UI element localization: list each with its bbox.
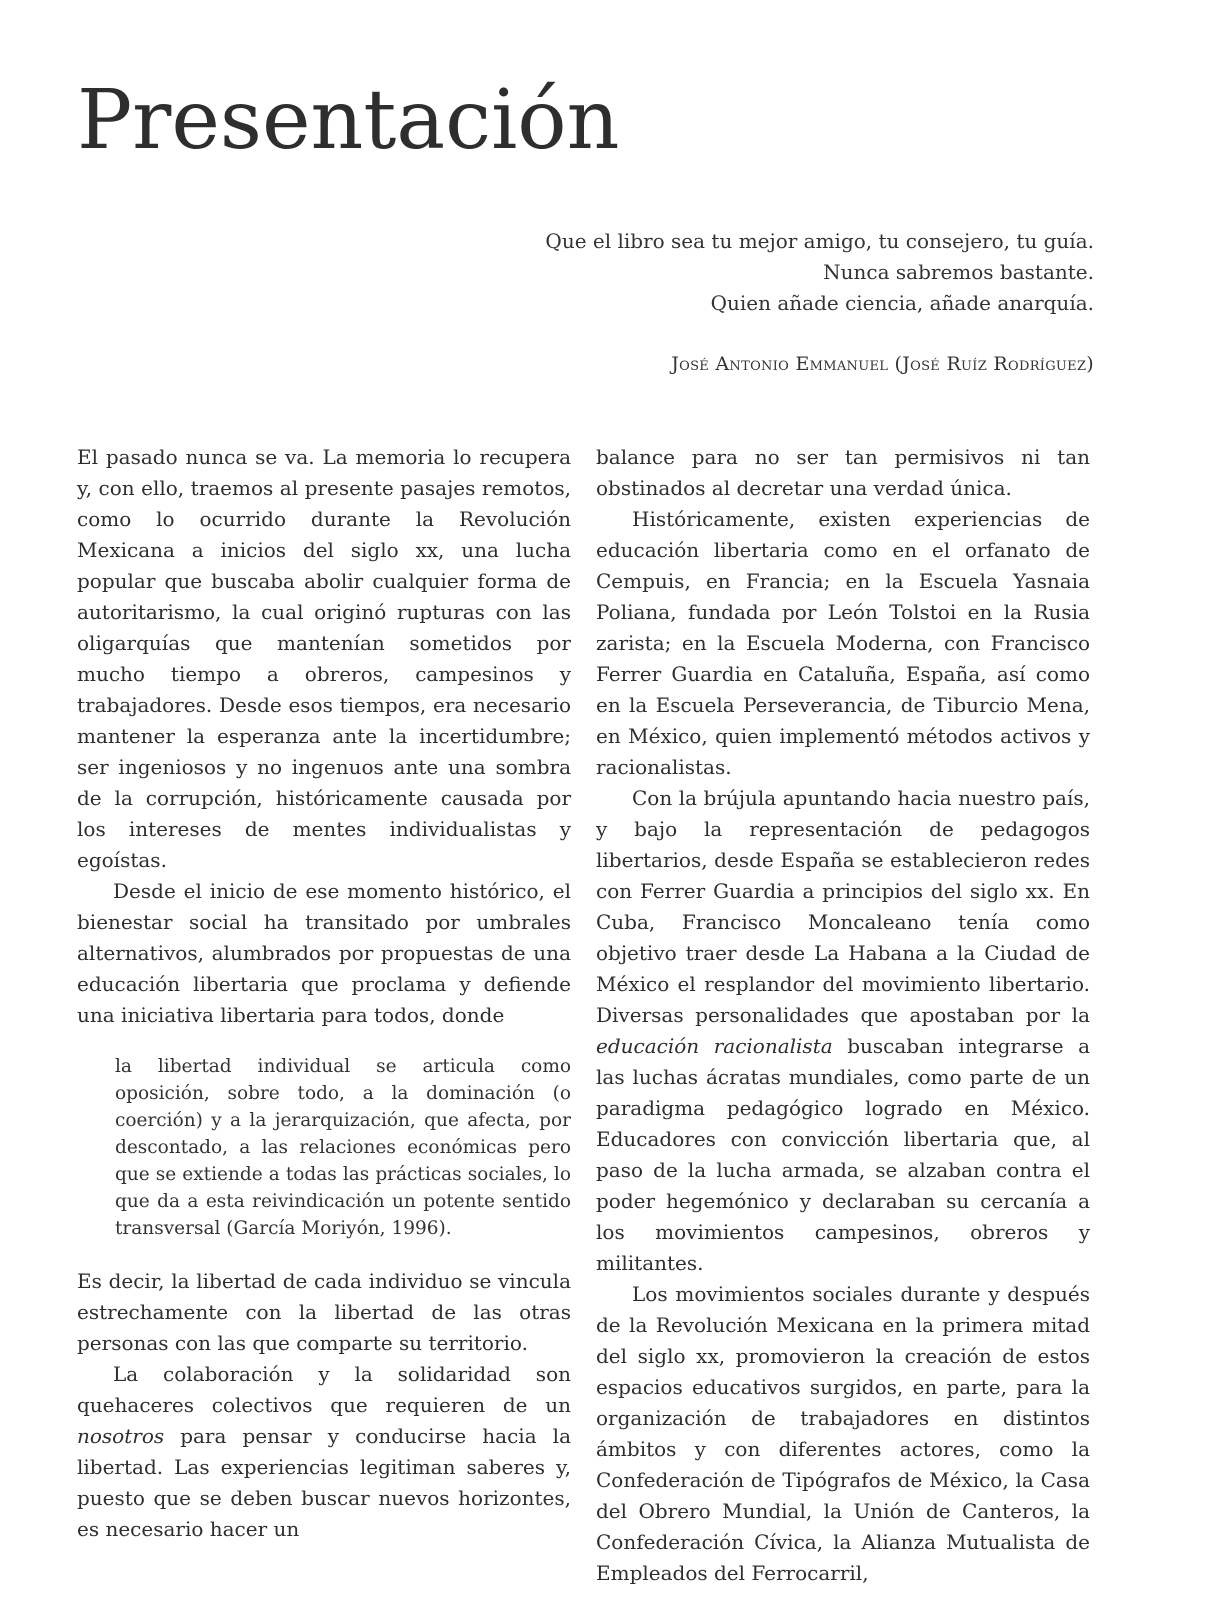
block-quote: la libertad individual se articula como oposición, sobre todo, a la dominación (o coerción) y a la jerarquización, que afecta, por descontado, a las relaciones económicas pero que se extiende a todas las prácticas sociales, lo que da a esta reivindicación un potente sentido transversal (García Moriyón, 1996). bbox=[115, 1056, 571, 1239]
epigraph-line: Quien añade ciencia, añade anarquía. bbox=[710, 291, 1094, 315]
text-run: para pensar y conducirse hacia la libertad. Las experiencias legitiman saberes y, puesto que se deben buscar nuevos horizontes, es necesario hacer un bbox=[77, 1424, 571, 1541]
epigraph bbox=[394, 226, 1094, 319]
paragraph: balance para no ser tan permisivos ni tan obstinados al decretar una verdad única. bbox=[596, 445, 1090, 500]
paragraph: Es decir, la libertad de cada individuo se vincula estrechamente con la libertad de las otras personas con las que comparte su territorio. bbox=[77, 1269, 571, 1355]
text-run: buscaban integrarse a las luchas ácratas mundiales, como parte de un paradigma pedagógico logrado en México. Educadores con convicción libertaria que, al paso de la lucha armada, se alzaban contra el poder hegemónico y declaraban su cercanía a los movimientos campesinos, obreros y militantes. bbox=[596, 1034, 1090, 1275]
epigraph-line: Que el libro sea tu mejor amigo, tu consejero, tu guía. bbox=[545, 229, 1094, 253]
paragraph: El pasado nunca se va. La memoria lo recupera y, con ello, traemos al presente pasajes remotos, como lo ocurrido durante la Revolución Mexicana a inicios del siglo xx, una lucha popular que buscaba abolir cualquier forma de autoritarismo, la cual originó rupturas con las oligarquías que mantenían sometidos por mucho tiempo a obreros, campesinos y trabajadores. Desde esos tiempos, era necesario mantener la esperanza ante la incertidumbre; ser ingeniosos y no ingenuos ante una sombra de la corrupción, históricamente causada por los intereses de mentes individualistas y egoístas. bbox=[77, 445, 571, 872]
text-run: Con la brújula apuntando hacia nuestro país, y bajo la representación de pedagogos libertarios, desde España se establecieron redes con Ferrer Guardia a principios del siglo xx. En Cuba, Francisco Moncaleano tenía como objetivo traer desde La Habana a la Ciudad de México el resplandor del movimiento libertario. Diversas personalidades que apostaban por la bbox=[596, 786, 1090, 1027]
epigraph-line: Nunca sabremos bastante. bbox=[823, 260, 1094, 284]
paragraph: Históricamente, existen experiencias de educación libertaria como en el orfanato de Cempuis, en Francia; en la Escuela Yasnaia Poliana, fundada por León Tolstoi en la Rusia zarista; en la Escuela Moderna, con Francisco Ferrer Guardia en Cataluña, España, así como en la Escuela Perseverancia, de Tiburcio Mena, en México, quien implementó métodos activos y racionalistas. bbox=[596, 507, 1090, 779]
text-run: La colaboración y la solidaridad son quehaceres colectivos que requieren de un bbox=[77, 1362, 571, 1417]
right-column bbox=[596, 442, 1090, 1589]
emphasis: nosotros bbox=[77, 1424, 165, 1448]
epigraph-author: José Antonio Emmanuel (José Ruíz Rodríguez) bbox=[671, 353, 1094, 375]
left-column bbox=[77, 442, 571, 1545]
paragraph bbox=[596, 783, 1090, 1279]
paragraph bbox=[77, 1359, 571, 1545]
paragraph: Los movimientos sociales durante y después de la Revolución Mexicana en la primera mitad del siglo xx, promovieron la creación de estos espacios educativos surgidos, en parte, para la organización de trabajadores en distintos ámbitos y con diferentes actores, como la Confederación de Tipógrafos de México, la Casa del Obrero Mundial, la Unión de Canteros, la Confederación Cívica, la Alianza Mutualista de Empleados del Ferrocarril, bbox=[596, 1282, 1090, 1585]
emphasis: educación racionalista bbox=[596, 1034, 833, 1058]
page-title: Presentación bbox=[77, 73, 620, 168]
paragraph: Desde el inicio de ese momento histórico, el bienestar social ha transitado por umbrales alternativos, alumbrados por propuestas de una educación libertaria que proclama y defiende una iniciativa libertaria para todos, donde bbox=[77, 879, 571, 1027]
